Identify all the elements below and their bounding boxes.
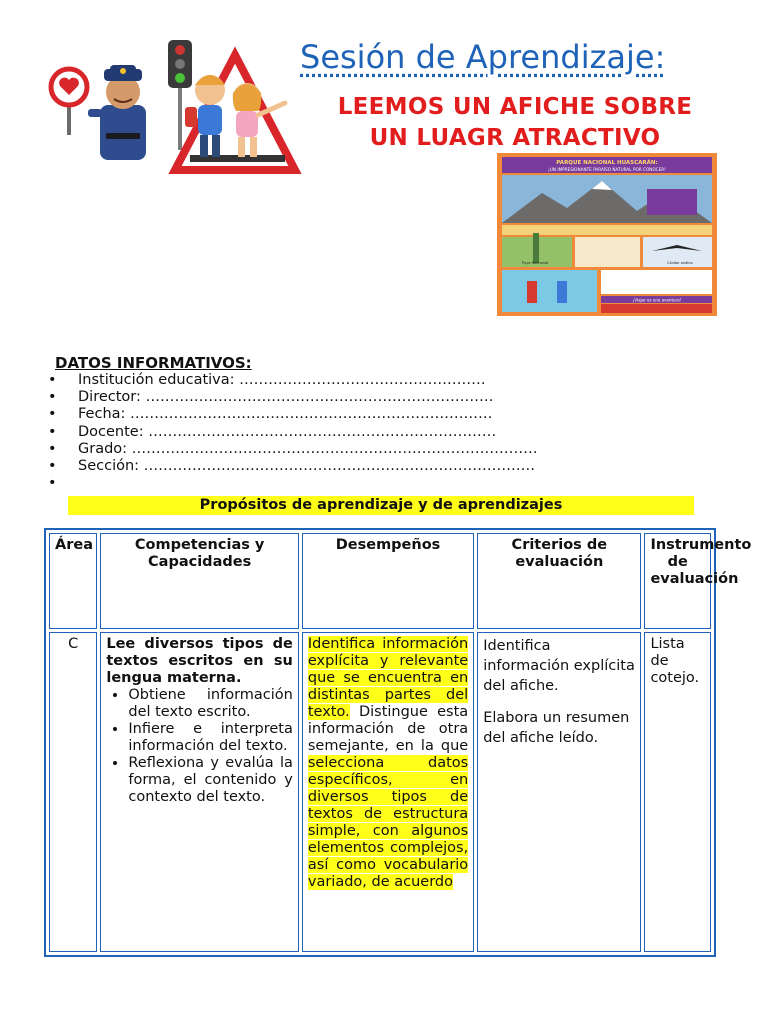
desempeno-plain: Distingue esta información de otra semejante, en la que xyxy=(307,704,469,754)
datos-item-fecha: • Fecha: ………………………………………………………………… xyxy=(48,406,538,423)
cell-instrumento: Lista de cotejo. xyxy=(644,632,711,952)
poster-heading: PARQUE NACIONAL HUASCARÁN: xyxy=(556,160,658,166)
subtitle-line-2: UN LUAGR ATRACTIVO xyxy=(369,125,661,151)
header-criterios: Criterios de evaluación xyxy=(477,533,641,629)
poster-image xyxy=(497,153,717,316)
datos-informativos-list xyxy=(48,372,538,492)
desempeno-highlight-1: Identifica información explícita y relevante que se encuentra en distintas partes del texto. xyxy=(307,636,469,720)
road-safety-illustration xyxy=(40,35,310,185)
poster-subheading: ¡UN IMPRESIONANTE PARAÍSO NATURAL POR CONOCER! xyxy=(548,167,666,172)
header-instrumento: Instrumento de evaluación xyxy=(644,533,711,629)
capacidad-item: • Obtiene información del texto escrito. xyxy=(128,687,293,721)
datos-item-docente: • Docente: ……………………………………………………………… xyxy=(48,424,538,441)
propositos-table xyxy=(44,528,752,957)
session-title: Sesión de Aprendizaje: xyxy=(300,38,666,76)
criterio-item: Identifica información explícita del afiche. xyxy=(483,638,635,694)
datos-informativos-title: DATOS INFORMATIVOS: xyxy=(55,354,252,372)
table-row xyxy=(49,632,711,952)
subtitle-line-1: LEEMOS UN AFICHE SOBRE xyxy=(337,94,693,120)
header-area: Área xyxy=(49,533,97,629)
competencia-title: Lee diversos tipos de textos escritos en su lengua materna. xyxy=(106,636,293,686)
cell-area: C xyxy=(49,632,97,952)
desempeno-highlight-2: selecciona datos específicos, en diversos tipos de textos de estructura simple, con algunos elementos complejos, así como vocabulario variado, de acuerdo xyxy=(307,755,469,890)
header-competencias: Competencias y Capacidades xyxy=(100,533,299,629)
datos-item-institucion: • Institución educativa: …………………………………………… xyxy=(48,372,538,389)
criterio-item: Elabora un resumen del afiche leído. xyxy=(483,710,630,746)
poster-caption-right: Cóndor andino xyxy=(667,261,693,265)
cell-desempenos xyxy=(302,632,474,952)
datos-item-grado: • Grado: ………………………………………………………………………… xyxy=(48,441,538,458)
poster-footer: ¡Viajar es una aventura! xyxy=(632,297,682,303)
table-header-row xyxy=(49,533,711,629)
propositos-heading: Propósitos de aprendizaje y de aprendizajes xyxy=(68,496,694,515)
session-subtitle xyxy=(300,92,730,154)
datos-item-empty xyxy=(48,475,538,492)
poster-caption-left: Puya Raimondi xyxy=(522,261,549,265)
datos-item-director: • Director: ……………………………………………………………… xyxy=(48,389,538,406)
cell-criterios xyxy=(477,632,641,952)
capacidades-list xyxy=(106,687,293,806)
capacidad-item: • Infiere e interpreta información del texto. xyxy=(128,721,293,755)
capacidad-item: • Reflexiona y evalúa la forma, el contenido y contexto del texto. xyxy=(128,755,293,806)
header-desempenos: Desempeños xyxy=(302,533,474,629)
cell-competencias xyxy=(100,632,299,952)
datos-item-seccion: • Sección: ……………………………………………………………………… xyxy=(48,458,538,475)
